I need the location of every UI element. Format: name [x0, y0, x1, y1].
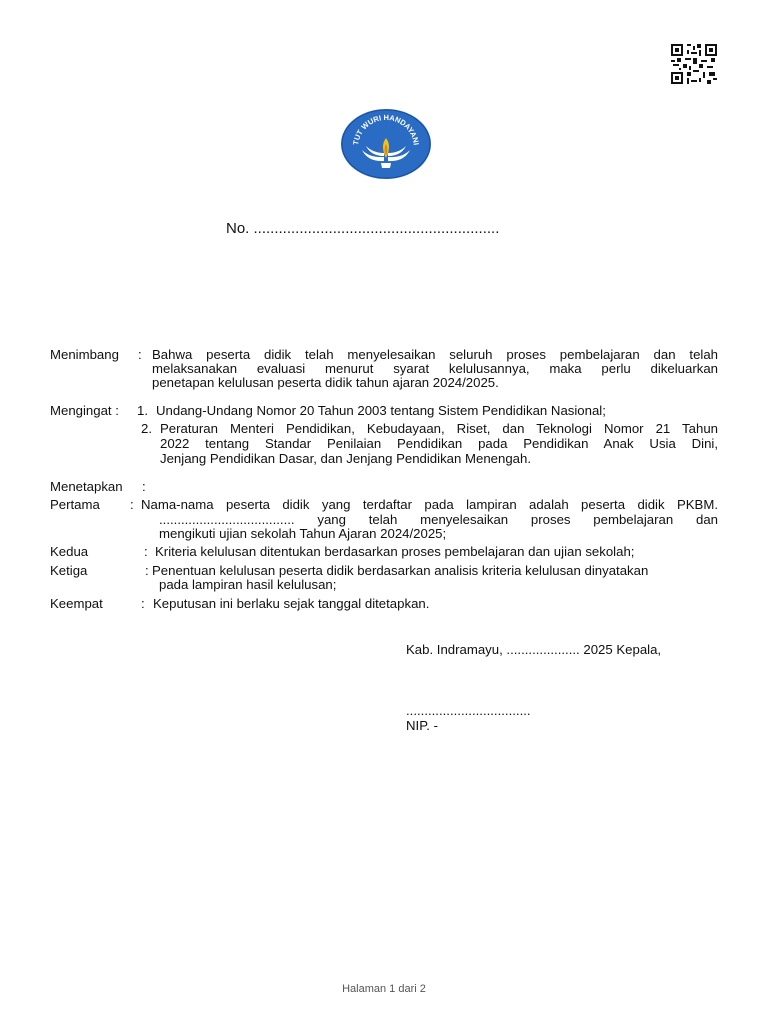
pertama-line-3: mengikuti ujian sekolah Tahun Ajaran 2024/2025; [159, 526, 447, 541]
document-number: No. ........................................................... [226, 220, 500, 237]
qr-code-icon [671, 44, 717, 84]
signature-nip: NIP. - [406, 718, 439, 733]
mengingat-item-2-line-1: Peraturan Menteri Pendidikan, Kebudayaan, Riset, dan Teknologi Nomor 21 Tahun [160, 421, 718, 436]
menimbang-line-1: Bahwa peserta didik telah menyelesaikan seluruh proses pembelajaran dan telah [152, 347, 718, 362]
pertama-colon: : [130, 497, 134, 512]
mengingat-num-2: 2. [141, 421, 152, 436]
tut-wuri-handayani-logo [340, 108, 432, 180]
ketiga-line-1: Penentuan kelulusan peserta didik berdasarkan analisis kriteria kelulusan dinyatakan [152, 563, 649, 578]
pertama-label: Pertama [50, 497, 100, 512]
kedua-label: Kedua [50, 544, 89, 559]
menetapkan-colon: : [142, 479, 146, 494]
menimbang-label: Menimbang [50, 347, 119, 362]
svg-text:TUT WURI HANDAYANI: TUT WURI HANDAYANI [351, 112, 421, 146]
signature-place-date: Kab. Indramayu, .................... 2025 Kepala, [406, 642, 662, 657]
mengingat-item-1: Undang-Undang Nomor 20 Tahun 2003 tentang Sistem Pendidikan Nasional; [156, 403, 606, 418]
mengingat-label: Mengingat : [50, 403, 119, 418]
keempat-label: Keempat [50, 596, 103, 611]
ketiga-label: Ketiga [50, 563, 88, 578]
menetapkan-label: Menetapkan [50, 479, 123, 494]
menimbang-line-2: melaksanakan evaluasi menurut syarat kelulusannya, maka perlu dikeluarkan [152, 361, 718, 376]
mengingat-num-1: 1. [137, 403, 148, 418]
menimbang-colon: : [138, 347, 142, 362]
keempat-colon: : [141, 596, 145, 611]
keempat-line-1: Keputusan ini berlaku sejak tanggal ditetapkan. [153, 596, 430, 611]
mengingat-item-2-line-2: 2022 tentang Standar Penilaian Pendidikan pada Pendidikan Anak Usia Dini, [160, 436, 718, 451]
ketiga-line-2: pada lampiran hasil kelulusan; [159, 577, 337, 592]
mengingat-item-2-line-3: Jenjang Pendidikan Dasar, dan Jenjang Pendidikan Menengah. [160, 451, 531, 466]
kedua-colon: : [144, 544, 148, 559]
page-footer: Halaman 1 dari 2 [342, 983, 426, 995]
ketiga-colon: : [145, 563, 149, 578]
pertama-line-2: ..................................... yang telah menyelesaikan proses pembelajaran dan [159, 512, 718, 527]
signature-name-line: .................................. [406, 703, 531, 718]
kedua-line-1: Kriteria kelulusan ditentukan berdasarkan proses pembelajaran dan ujian sekolah; [155, 544, 635, 559]
menimbang-line-3: penetapan kelulusan peserta didik tahun ajaran 2024/2025. [152, 375, 499, 390]
pertama-line-1: Nama-nama peserta didik yang terdaftar pada lampiran adalah peserta didik PKBM. [141, 497, 718, 512]
